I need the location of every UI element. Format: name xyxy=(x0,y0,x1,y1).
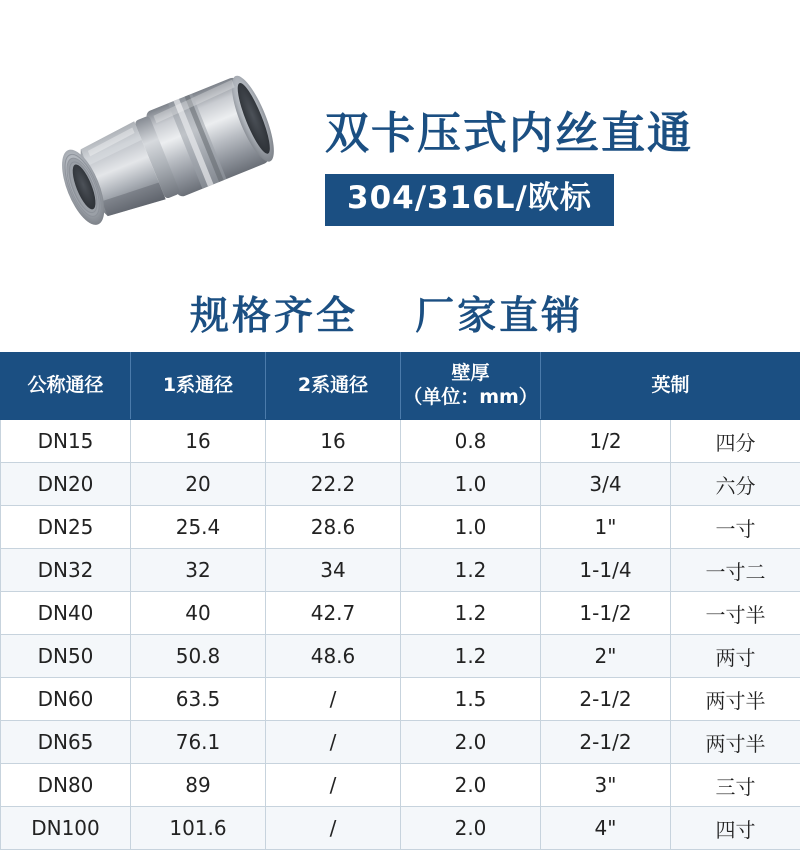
header-nominal-diameter: 公称通径 xyxy=(1,353,131,420)
cell-wall-thickness: 1.2 xyxy=(401,549,541,592)
press-fitting-illustration xyxy=(40,45,320,275)
cell-series1: 76.1 xyxy=(131,721,266,764)
table-row xyxy=(1,764,800,807)
header-wall-thickness xyxy=(401,353,541,420)
table-row xyxy=(1,592,800,635)
table-body xyxy=(1,420,800,850)
cell-imperial: 1" xyxy=(541,506,671,549)
slogan-left: 规格齐全 xyxy=(190,294,358,339)
cell-imperial: 4" xyxy=(541,807,671,850)
cell-series2: / xyxy=(266,764,401,807)
cell-series1: 40 xyxy=(131,592,266,635)
cell-nominal-diameter: DN25 xyxy=(1,506,131,549)
cell-wall-thickness: 0.8 xyxy=(401,420,541,463)
spec-badge: 304/316L/欧标 xyxy=(325,174,614,226)
cell-series1: 20 xyxy=(131,463,266,506)
specification-table xyxy=(0,352,800,850)
cell-wall-thickness: 2.0 xyxy=(401,764,541,807)
cell-nominal-diameter: DN60 xyxy=(1,678,131,721)
cell-series2: / xyxy=(266,721,401,764)
cell-series2: 48.6 xyxy=(266,635,401,678)
cell-wall-thickness: 1.2 xyxy=(401,592,541,635)
cell-wall-thickness: 2.0 xyxy=(401,807,541,850)
title-block xyxy=(325,110,785,226)
table-row xyxy=(1,506,800,549)
table-row xyxy=(1,463,800,506)
cell-series2: 28.6 xyxy=(266,506,401,549)
cell-chinese-size: 六分 xyxy=(671,463,800,506)
cell-imperial: 2" xyxy=(541,635,671,678)
slogan-right: 厂家直销 xyxy=(415,294,583,339)
table-row xyxy=(1,807,800,850)
cell-nominal-diameter: DN100 xyxy=(1,807,131,850)
page-title: 双卡压式内丝直通 xyxy=(325,110,785,158)
cell-series2: 42.7 xyxy=(266,592,401,635)
cell-series2: 34 xyxy=(266,549,401,592)
cell-series1: 16 xyxy=(131,420,266,463)
header-wall-thickness-line1: 壁厚 xyxy=(403,362,538,386)
cell-series2: 16 xyxy=(266,420,401,463)
slogan xyxy=(190,285,583,341)
cell-imperial: 1/2 xyxy=(541,420,671,463)
cell-wall-thickness: 1.2 xyxy=(401,635,541,678)
cell-nominal-diameter: DN40 xyxy=(1,592,131,635)
header-series1-diameter: 1系通径 xyxy=(131,353,266,420)
table-row xyxy=(1,678,800,721)
cell-series1: 50.8 xyxy=(131,635,266,678)
table-row xyxy=(1,635,800,678)
cell-chinese-size: 两寸半 xyxy=(671,678,800,721)
cell-imperial: 3" xyxy=(541,764,671,807)
header-series2-diameter: 2系通径 xyxy=(266,353,401,420)
cell-nominal-diameter: DN50 xyxy=(1,635,131,678)
cell-nominal-diameter: DN65 xyxy=(1,721,131,764)
cell-series1: 101.6 xyxy=(131,807,266,850)
cell-nominal-diameter: DN80 xyxy=(1,764,131,807)
cell-chinese-size: 两寸 xyxy=(671,635,800,678)
table-row xyxy=(1,420,800,463)
cell-series2: 22.2 xyxy=(266,463,401,506)
cell-series1: 89 xyxy=(131,764,266,807)
cell-chinese-size: 一寸半 xyxy=(671,592,800,635)
cell-wall-thickness: 2.0 xyxy=(401,721,541,764)
table-row xyxy=(1,721,800,764)
cell-imperial: 3/4 xyxy=(541,463,671,506)
header-row xyxy=(1,353,800,420)
cell-series2: / xyxy=(266,678,401,721)
cell-series2: / xyxy=(266,807,401,850)
cell-chinese-size: 四分 xyxy=(671,420,800,463)
product-photo xyxy=(40,45,320,275)
cell-series1: 32 xyxy=(131,549,266,592)
cell-wall-thickness: 1.0 xyxy=(401,463,541,506)
cell-chinese-size: 四寸 xyxy=(671,807,800,850)
cell-chinese-size: 一寸 xyxy=(671,506,800,549)
cell-imperial: 1-1/2 xyxy=(541,592,671,635)
table-header xyxy=(1,353,800,420)
hero-section xyxy=(0,0,800,345)
cell-imperial: 1-1/4 xyxy=(541,549,671,592)
cell-series1: 63.5 xyxy=(131,678,266,721)
cell-chinese-size: 一寸二 xyxy=(671,549,800,592)
header-wall-thickness-line2: （单位：mm） xyxy=(403,386,538,410)
cell-nominal-diameter: DN32 xyxy=(1,549,131,592)
header-imperial: 英制 xyxy=(541,353,800,420)
cell-chinese-size: 三寸 xyxy=(671,764,800,807)
table-row xyxy=(1,549,800,592)
cell-chinese-size: 两寸半 xyxy=(671,721,800,764)
cell-imperial: 2-1/2 xyxy=(541,721,671,764)
cell-wall-thickness: 1.0 xyxy=(401,506,541,549)
cell-nominal-diameter: DN20 xyxy=(1,463,131,506)
cell-wall-thickness: 1.5 xyxy=(401,678,541,721)
cell-nominal-diameter: DN15 xyxy=(1,420,131,463)
cell-series1: 25.4 xyxy=(131,506,266,549)
cell-imperial: 2-1/2 xyxy=(541,678,671,721)
